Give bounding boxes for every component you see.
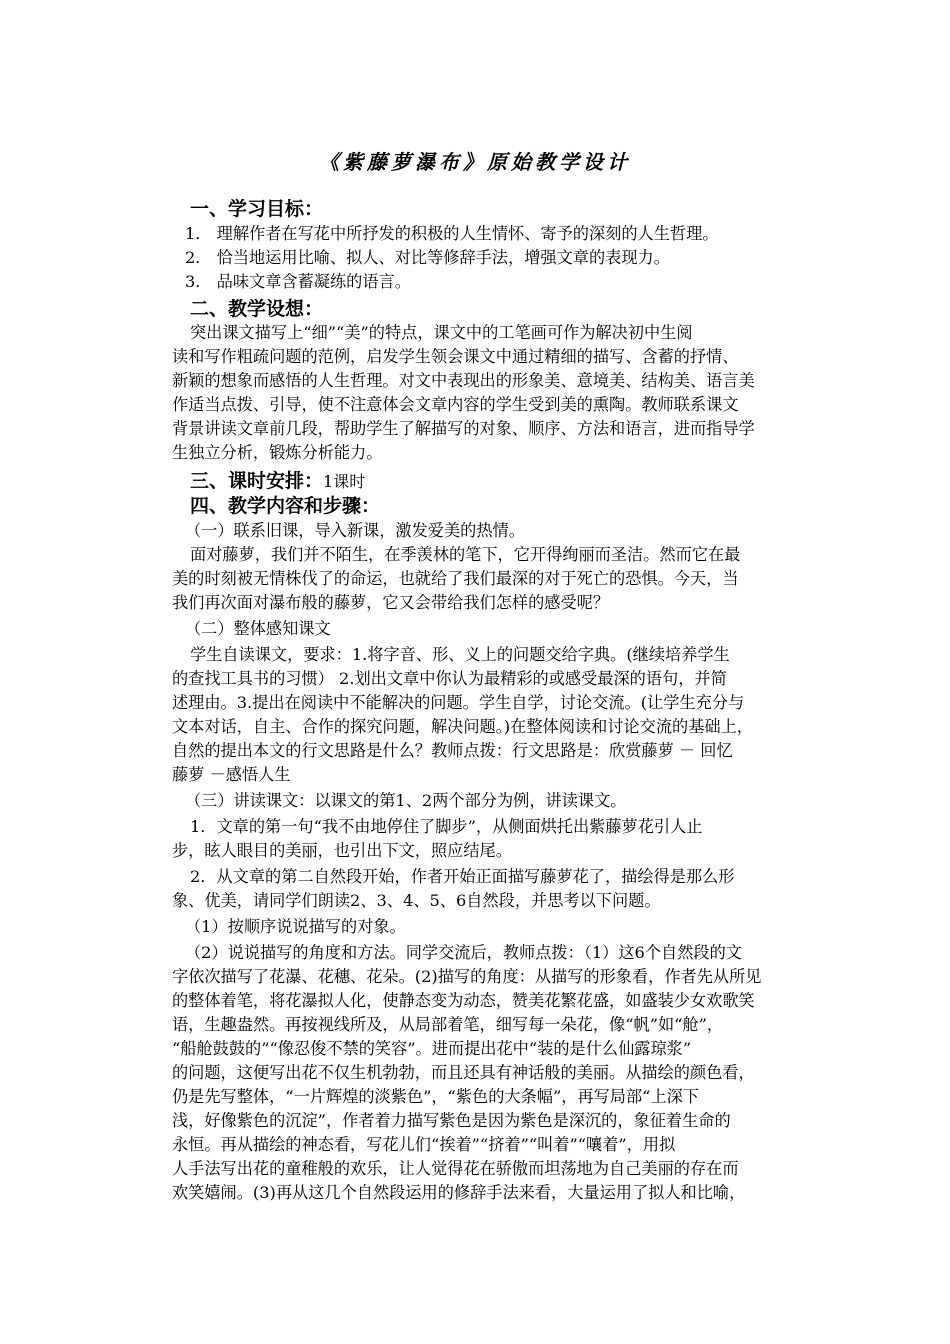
paragraph-line: 的查找工具书的习惯） 2.划出文章中你认为最精彩的或感受最深的语句，并简: [172, 669, 727, 688]
subheading-line: （三）讲读课文：以课文的第1、2两个部分为例，讲读课文。: [185, 791, 627, 810]
paragraph-line: 读和写作粗疏问题的范例，启发学生领会课文中通过精细的描写、含蓄的抒情、: [172, 347, 739, 366]
subheading-line: （一）联系旧课，导入新课，激发爱美的热情。: [185, 521, 525, 540]
goal-item: 1． 理解作者在写花中所抒发的积极的人生情怀、寄予的深刻的人生哲理。: [185, 224, 719, 243]
goal-item: 2． 恰当地运用比喻、拟人、对比等修辞手法，增强文章的表现力。: [185, 248, 670, 267]
paragraph-line: 永恒。再从描绘的神态看，写花儿们“挨着”“挤着”“叫着”“嚷着”，用拟: [172, 1135, 676, 1154]
paragraph-line: 述理由。3.提出在阅读中不能解决的问题。学生自学，讨论交流。(让学生充分与: [172, 693, 745, 712]
paragraph-line: 欢笑嬉闹。(3)再从这几个自然段运用的修辞手法来看，大量运用了拟人和比喻，: [172, 1183, 746, 1202]
paragraph-line: 我们再次面对瀑布般的藤萝，它又会带给我们怎样的感受呢？: [172, 593, 610, 612]
paragraph-line: 新颖的想象而感悟的人生哲理。对文中表现出的形象美、意境美、结构美、语言美: [172, 371, 755, 390]
schedule-value: 1课时: [323, 472, 366, 491]
section-heading-goals: 一、学习目标：: [190, 198, 324, 220]
paragraph-line: 2．从文章的第二自然段开始，作者开始正面描写藤萝花了，描绘得是那么形: [190, 867, 735, 886]
subheading-line: （二）整体感知课文: [185, 619, 331, 638]
goal-item: 3． 品味文章含蓄凝练的语言。: [185, 272, 411, 291]
paragraph-line: 象、优美，请同学们朗读2、3、4、5、6自然段，并思考以下问题。: [172, 891, 661, 910]
paragraph-line: （2）说说描写的角度和方法。同学交流后，教师点拨：（1）这6个自然段的文: [185, 943, 742, 962]
section-heading-schedule: [190, 468, 365, 495]
paragraph-line: “船舱鼓鼓的”“像忍俊不禁的笑容”。进而提出花中“装的是什么仙露琼浆”: [172, 1039, 692, 1058]
paragraph-line: 的问题，这便写出花不仅生机勃勃，而且还具有神话般的美丽。从描绘的颜色看，: [172, 1063, 755, 1082]
paragraph-line: 语，生趣盎然。再按视线所及，从局部着笔，细写每一朵花，像“帆”如“舱”，: [172, 1015, 724, 1034]
paragraph-line: 面对藤萝，我们并不陌生，在季羡林的笔下，它开得绚丽而圣洁。然而它在最: [190, 545, 741, 564]
paragraph-line: 作适当点拨、引导，使不注意体会文章内容的学生受到美的熏陶。教师联系课文: [172, 395, 739, 414]
paragraph-line: 人手法写出花的童稚般的欢乐，让人觉得花在骄傲而坦荡地为自己美丽的存在而: [172, 1159, 739, 1178]
section-heading-steps: 四、教学内容和步骤：: [190, 495, 381, 517]
paragraph-line: 文本对话，自主、合作的探究问题，解决问题。)在整体阅读和讨论交流的基础上，: [172, 717, 753, 736]
paragraph-line: 藤萝 －感悟人生: [172, 765, 291, 784]
document-title: 《紫藤萝瀑布》原始教学设计: [319, 150, 631, 174]
paragraph-line: 的整体着笔，将花瀑拟人化，使静态变为动态，赞美花繁花盛，如盛装少女欢歌笑: [172, 991, 755, 1010]
paragraph-line: 仍是先写整体，“一片辉煌的淡紫色”，“紫色的大条幅”，再写局部“上深下: [172, 1087, 700, 1106]
paragraph-line: 生独立分析，锻炼分析能力。: [172, 443, 383, 462]
paragraph-line: （1）按顺序说说描写的对象。: [185, 917, 406, 936]
paragraph-line: 美的时刻被无情株伐了的命运，也就给了我们最深的对于死亡的恐惧。今天，当: [172, 569, 739, 588]
paragraph-line: 突出课文描写上“细”“美”的特点，课文中的工笔画可作为解决初中生阅: [190, 323, 693, 342]
paragraph-line: 步，眩人眼目的美丽，也引出下文，照应结尾。: [172, 841, 512, 860]
paragraph-line: 浅，好像紫色的沉淀”，作者着力描写紫色是因为紫色是深沉的，象征着生命的: [172, 1111, 731, 1130]
paragraph-line: 自然的提出本文的行文思路是什么？教师点拨：行文思路是：欣赏藤萝 － 回忆: [172, 741, 733, 760]
section-heading-schedule-label: 三、课时安排：: [190, 470, 324, 492]
paragraph-line: 1．文章的第一句“我不由地停住了脚步”，从侧面烘托出紫藤萝花引人止: [190, 817, 703, 836]
paragraph-line: 学生自读课文，要求：1.将字音、形、义上的问题交给字典。(继续培养学生: [190, 645, 730, 664]
section-heading-design: 二、教学设想：: [190, 298, 324, 320]
paragraph-line: 字依次描写了花瀑、花穗、花朵。(2)描写的角度：从描写的形象看，作者先从所见: [172, 967, 762, 986]
paragraph-line: 背景讲读文章前几段，帮助学生了解描写的对象、顺序、方法和语言，进而指导学: [172, 419, 755, 438]
